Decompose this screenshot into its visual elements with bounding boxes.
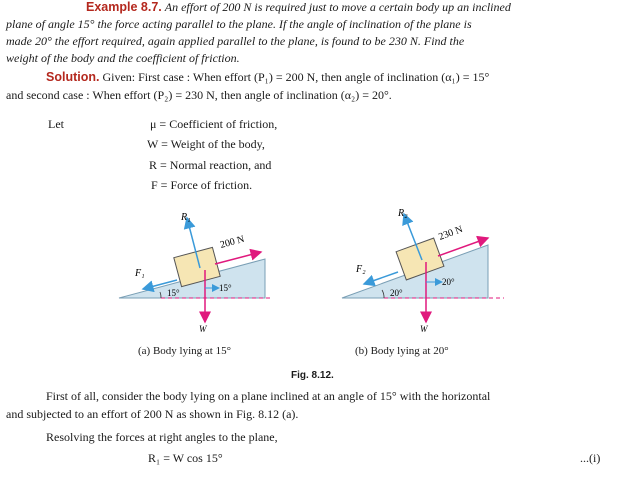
- label-angle-1: 20°: [390, 288, 403, 298]
- label-angle-2: 20°: [442, 277, 455, 287]
- example-text-1: An effort of 200 N is required just to move a certain body up an inclined: [164, 0, 511, 14]
- label-friction: F₂: [356, 264, 366, 275]
- example-label: Example 8.7.: [86, 0, 162, 14]
- label-effort: 200 N: [218, 233, 246, 251]
- caption-a: (a) Body lying at 15°: [138, 345, 231, 357]
- let-label: Let: [48, 117, 64, 131]
- label-angle-2: 15°: [219, 283, 232, 293]
- solution-line-2: and second case : When effort (P₂) = 230 N, then angle of inclination (α₂) = 20°.: [6, 88, 392, 102]
- caption-b: (b) Body lying at 20°: [355, 345, 449, 357]
- label-angle-1: 15°: [167, 288, 180, 298]
- example-line-1: [86, 0, 511, 15]
- label-effort: 230 N: [437, 224, 465, 243]
- definition-mu: μ = Coefficient of friction,: [150, 117, 278, 131]
- para2: Resolving the forces at right angles to the plane,: [46, 430, 278, 444]
- solution-line-1: [46, 70, 489, 85]
- example-line-4: weight of the body and the coefficient of friction.: [6, 51, 240, 65]
- para1-line-2: and subjected to an effort of 200 N as shown in Fig. 8.12 (a).: [6, 407, 299, 421]
- label-weight: W: [420, 324, 428, 334]
- equation-1: R₁ = W cos 15°: [148, 451, 223, 465]
- figure-b: [338, 208, 508, 338]
- solution-given: Given: First case : When effort (P₁) = 200 N, then angle of inclination (α₁) = 15°: [102, 70, 490, 84]
- equation-number: ...(i): [580, 451, 601, 465]
- figure-a: [115, 208, 275, 338]
- label-friction: F₁: [135, 268, 145, 279]
- example-line-2: plane of angle 15° the force acting parallel to the plane. If the angle of inclination of the plane is: [6, 17, 472, 31]
- definition-r: R = Normal reaction, and: [149, 158, 272, 172]
- figure-title: Fig. 8.12.: [291, 370, 334, 381]
- label-weight: W: [199, 324, 207, 334]
- solution-label: Solution.: [46, 70, 100, 84]
- definition-f: F = Force of friction.: [151, 178, 253, 192]
- label-normal: R₁: [181, 212, 191, 223]
- label-normal: R₂: [398, 208, 408, 219]
- example-line-3: made 20° the effort required, again applied parallel to the plane, is found to be 230 N. Find the: [6, 34, 465, 48]
- para1-line-1: First of all, consider the body lying on a plane inclined at an angle of 15° with the horizontal: [46, 389, 491, 403]
- definition-w: W = Weight of the body,: [147, 137, 265, 151]
